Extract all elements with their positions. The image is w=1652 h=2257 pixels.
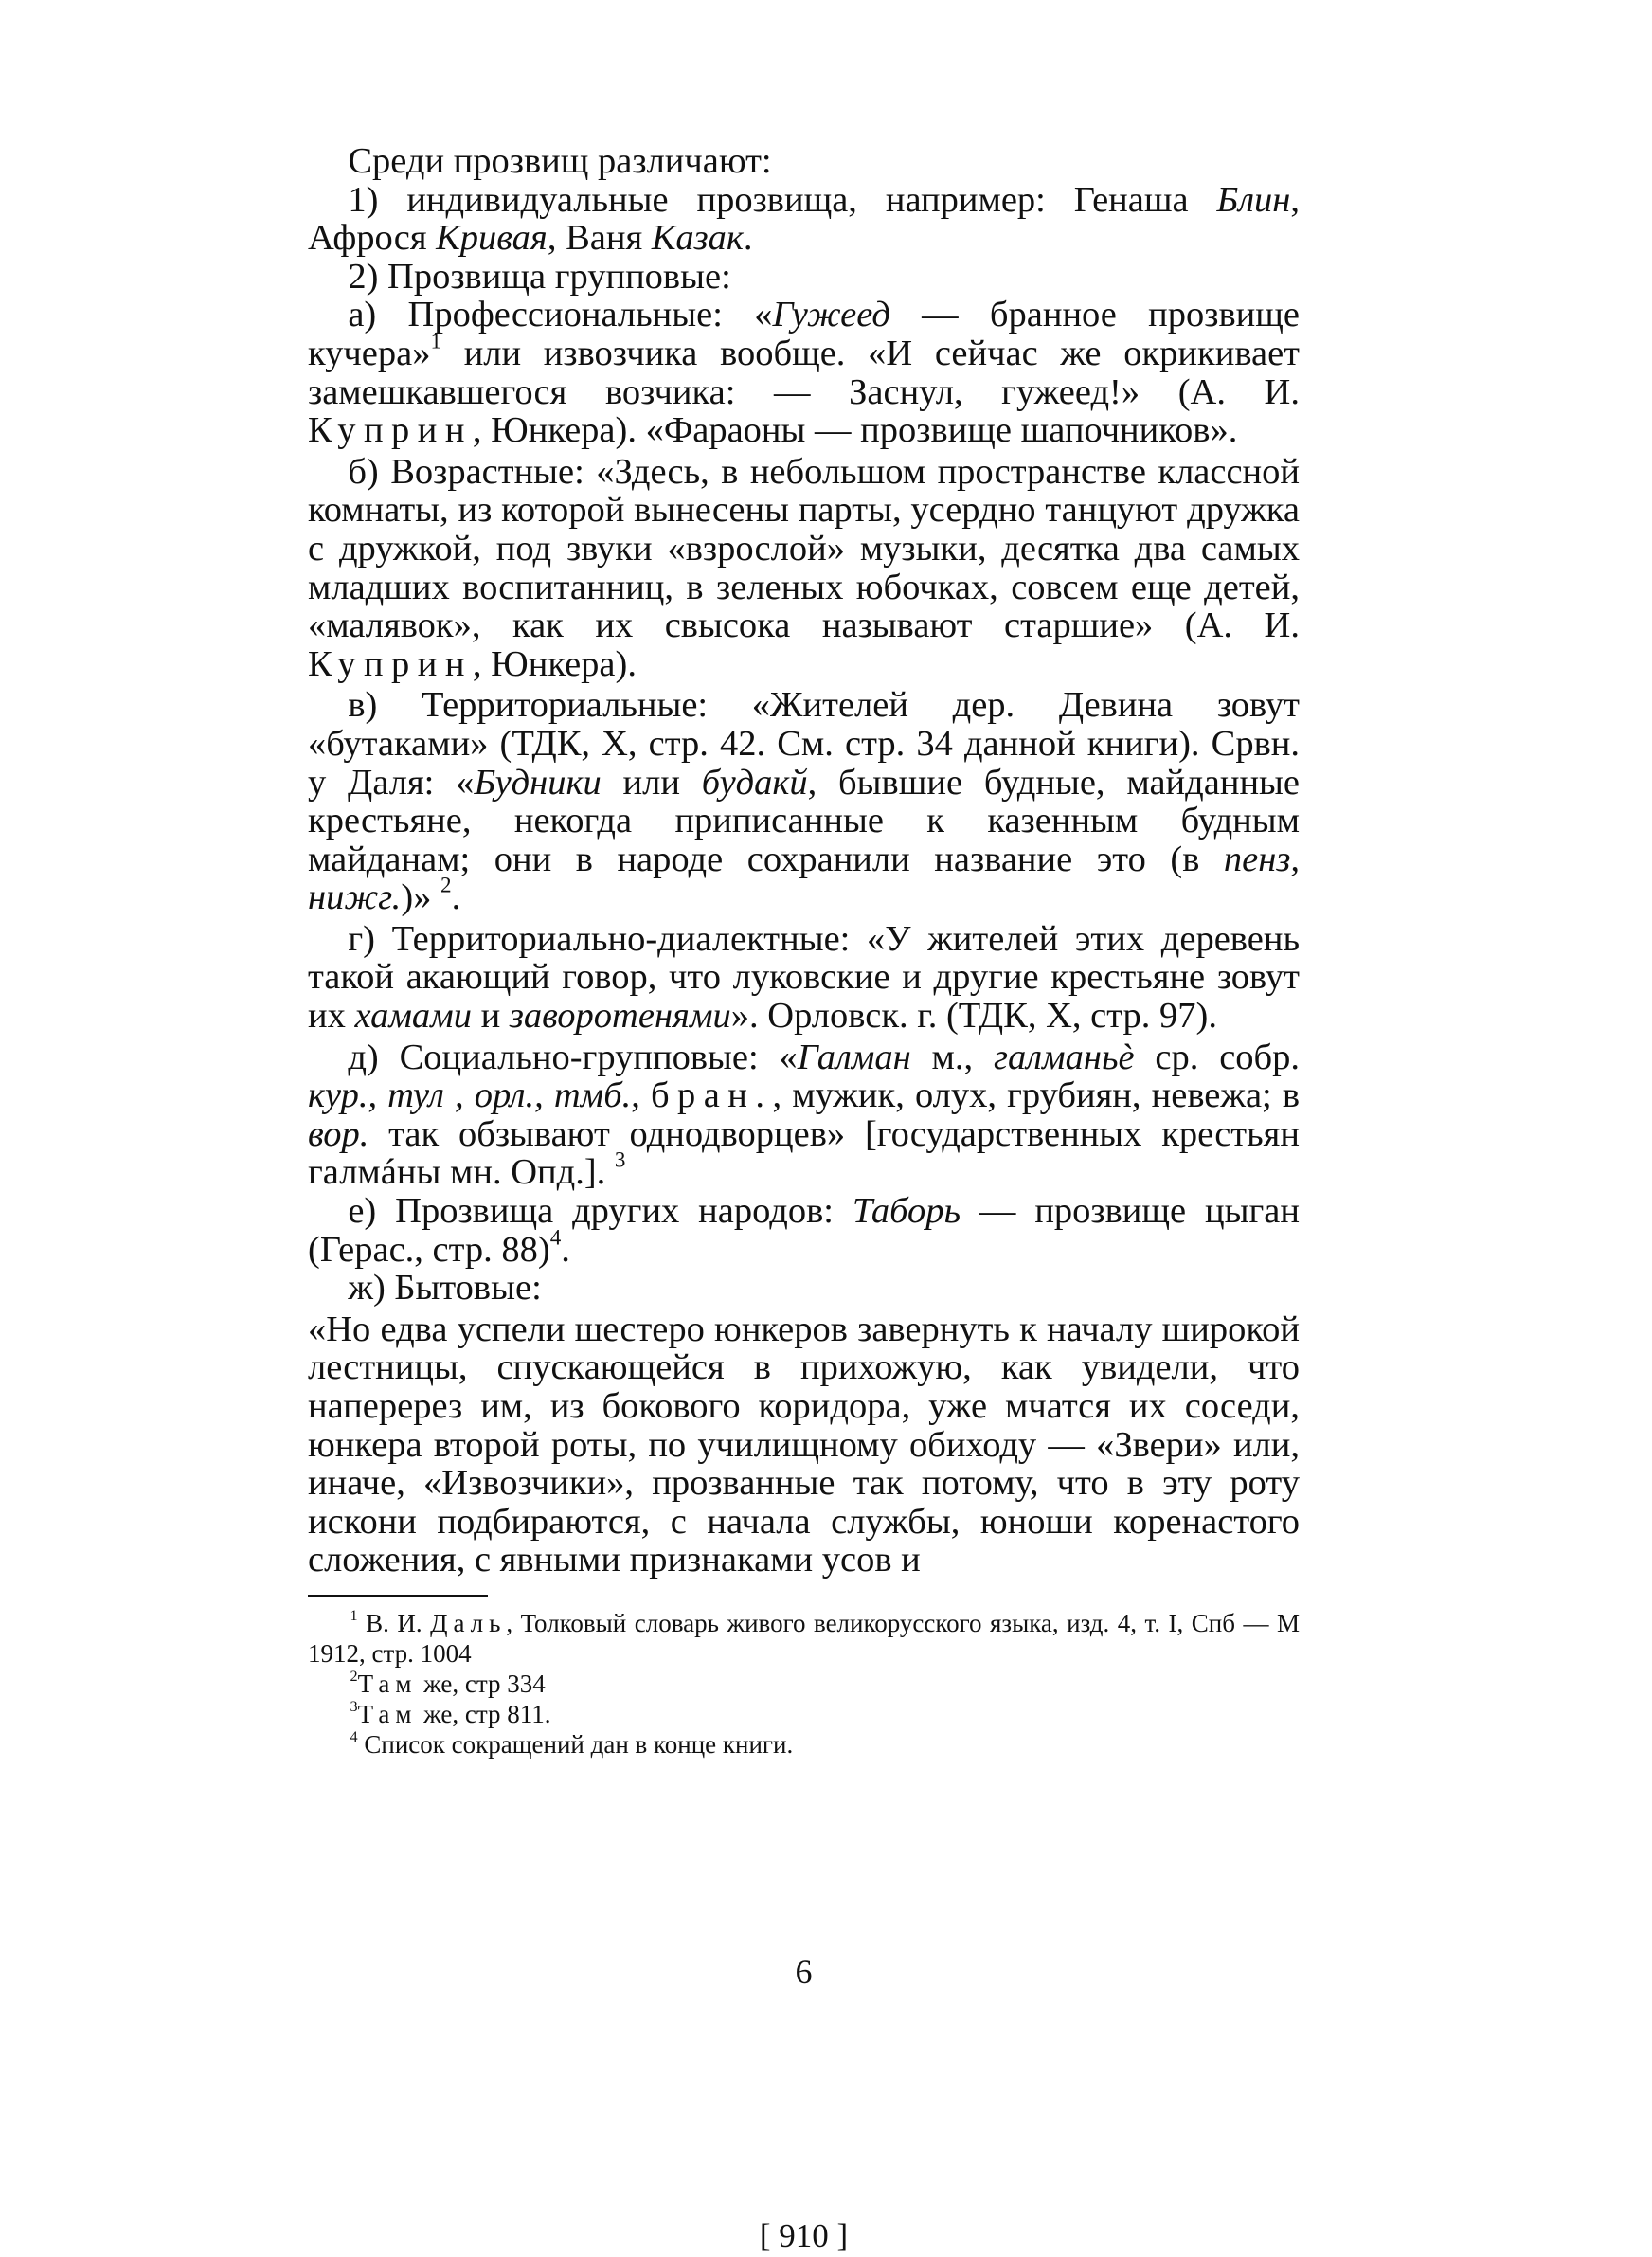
paragraph-age	[308, 453, 1300, 684]
text: )»	[401, 877, 441, 918]
footnote-marker: 1	[350, 1606, 358, 1624]
text: д) Социально-групповые: «	[348, 1037, 798, 1077]
text: .	[743, 218, 753, 259]
footnote-ref: 1	[430, 328, 441, 353]
body-text	[308, 142, 1300, 1580]
text: ,	[631, 1075, 651, 1116]
footnote-ref: 4	[549, 1224, 562, 1250]
italic-term: заворотенями	[509, 996, 731, 1037]
footnote-marker: 3	[350, 1697, 358, 1715]
text: , Толковый словарь живого великорусского языка, изд. 4, т. I, Спб — М 1912, стр. 1004	[308, 1608, 1300, 1668]
paragraph-group	[308, 258, 1300, 297]
italic-term: Казак	[651, 218, 744, 259]
text: Среди прозвищ различают:	[348, 141, 772, 181]
text: , бывшие будные, майданные крестьяне, некогда приписанные к казенным будным майданам; они в народе сохранили название это (в	[308, 762, 1301, 879]
spaced-author: Даль	[430, 1608, 507, 1637]
text: — прозвище цыган (Герас., стр. 88)	[308, 1191, 1300, 1270]
paragraph-other-peoples	[308, 1192, 1300, 1269]
paragraph-territorial-dialect	[308, 920, 1300, 1036]
archive-page-number: [ 910 ]	[759, 2217, 849, 2254]
italic-term: Таборь	[852, 1191, 961, 1232]
paragraph-everyday	[308, 1269, 1300, 1308]
footnote-3	[308, 1699, 1300, 1729]
text: ср. собр.	[1134, 1037, 1300, 1077]
text: или извозчика вообще. «И сейчас же окрикивает замешкавшегося возчика: — Заснул, гужеед!» (А. И.	[308, 333, 1300, 412]
footnote-4	[308, 1729, 1300, 1760]
text: , Юнкера).	[472, 643, 637, 684]
italic-term: Блин	[1216, 179, 1291, 220]
text: «Но едва успели шестеро юнкеров завернуть к началу широкой лестницы, спускающейся в прихожую, как увидели, что наперерез им, из бокового коридора, уже мчатся их соседи, юнкера второй роты, по училищному обиходу — «Звери» или, иначе, «Извозчики», прозванные так потому, что в эту роту искони подбираются, с начала службы, юноши коренастого сложения, с явными признаками усов и	[308, 1309, 1300, 1580]
italic-term: Кривая	[436, 218, 548, 259]
text: , Ваня	[547, 218, 652, 259]
footnote-ref: 3	[614, 1147, 626, 1173]
text: Список сокращений дан в конце книги.	[357, 1729, 794, 1759]
text: , мужик, олух, грубиян, невежа; в	[772, 1075, 1301, 1116]
text: и	[471, 996, 510, 1037]
italic-term: Галман	[797, 1037, 911, 1077]
italic-term: Будники	[474, 762, 602, 803]
page-number: 6	[795, 1953, 813, 1991]
text: В. И.	[357, 1608, 431, 1637]
italic-term: пенз, нижг.	[308, 839, 1300, 918]
footnote-marker: 4	[350, 1727, 358, 1745]
text: 1) индивидуальные прозвища, например: Генаша	[348, 179, 1217, 220]
text: — бранное прозвище кучера»	[308, 295, 1300, 373]
paragraph-individual	[308, 181, 1300, 258]
text: г) Территориально-диалектные: «У жителей этих деревень такой акающий говор, что луковские и другие крестьяне зовут их	[308, 918, 1300, 1037]
italic-term: галманьѐ	[993, 1037, 1135, 1077]
spaced-author: Куприн	[308, 410, 473, 451]
italic-term: хамами	[354, 996, 472, 1037]
spaced-author: Куприн	[308, 643, 473, 684]
spaced-term: Там	[357, 1699, 418, 1728]
text: ж) Бытовые:	[348, 1268, 542, 1309]
footnote-2	[308, 1669, 1300, 1699]
paragraph-professional	[308, 296, 1300, 449]
italic-term: вор.	[308, 1113, 369, 1154]
text: .	[451, 877, 461, 918]
italic-term: кур., тул , орл., тмб.	[308, 1075, 632, 1116]
footnote-1	[308, 1608, 1300, 1669]
italic-term: Гужеед	[772, 295, 890, 335]
text: е) Прозвища других народов:	[348, 1191, 853, 1232]
text: или	[601, 762, 702, 803]
text: , Юнкера). «Фараоны — прозвище шапочников».	[472, 410, 1238, 451]
text: в) Территориальные: «Жителей дер. Девина зовут «бутаками» (ТДК, X, стр. 42. См. стр. 34 данной книги). Срвн. у Даля: «	[308, 685, 1300, 803]
text: а) Профессиональные: «	[348, 295, 773, 335]
paragraph-intro	[308, 142, 1300, 181]
text: же, стр 334	[417, 1669, 546, 1698]
text: 2) Прозвища групповые:	[348, 256, 731, 297]
italic-term: будакй	[701, 762, 808, 803]
text: , Афрося	[308, 179, 1300, 259]
footnote-marker: 2	[350, 1667, 358, 1685]
page	[308, 141, 1301, 2254]
text: же, стр 811.	[417, 1699, 551, 1728]
spaced-term: бран.	[650, 1075, 773, 1116]
paragraph-quote	[308, 1310, 1300, 1580]
text: так обзывают однодворцев» [государственных крестьян галмáны мн. Опд.].	[308, 1113, 1300, 1193]
paragraph-social-group	[308, 1038, 1300, 1192]
paragraph-territorial	[308, 686, 1300, 917]
footnote-divider	[308, 1595, 488, 1597]
spaced-term: Там	[357, 1669, 418, 1698]
text: б) Возрастные: «Здесь, в небольшом пространстве классной комнаты, из которой вынесены парты, усердно танцуют дружка с дружкой, под звуки «взрослой» музыки, десятка два самых младших воспитанниц, в зеленых юбочках, совсем еще детей, «малявок», как их свысока называют старшие» (А. И.	[308, 451, 1300, 646]
footnote-ref: 2	[440, 872, 452, 897]
text: .	[561, 1229, 570, 1270]
text: ». Орловск. г. (ТДК, X, стр. 97).	[730, 996, 1217, 1037]
footnotes	[308, 1608, 1300, 1760]
text: м.,	[910, 1037, 994, 1077]
